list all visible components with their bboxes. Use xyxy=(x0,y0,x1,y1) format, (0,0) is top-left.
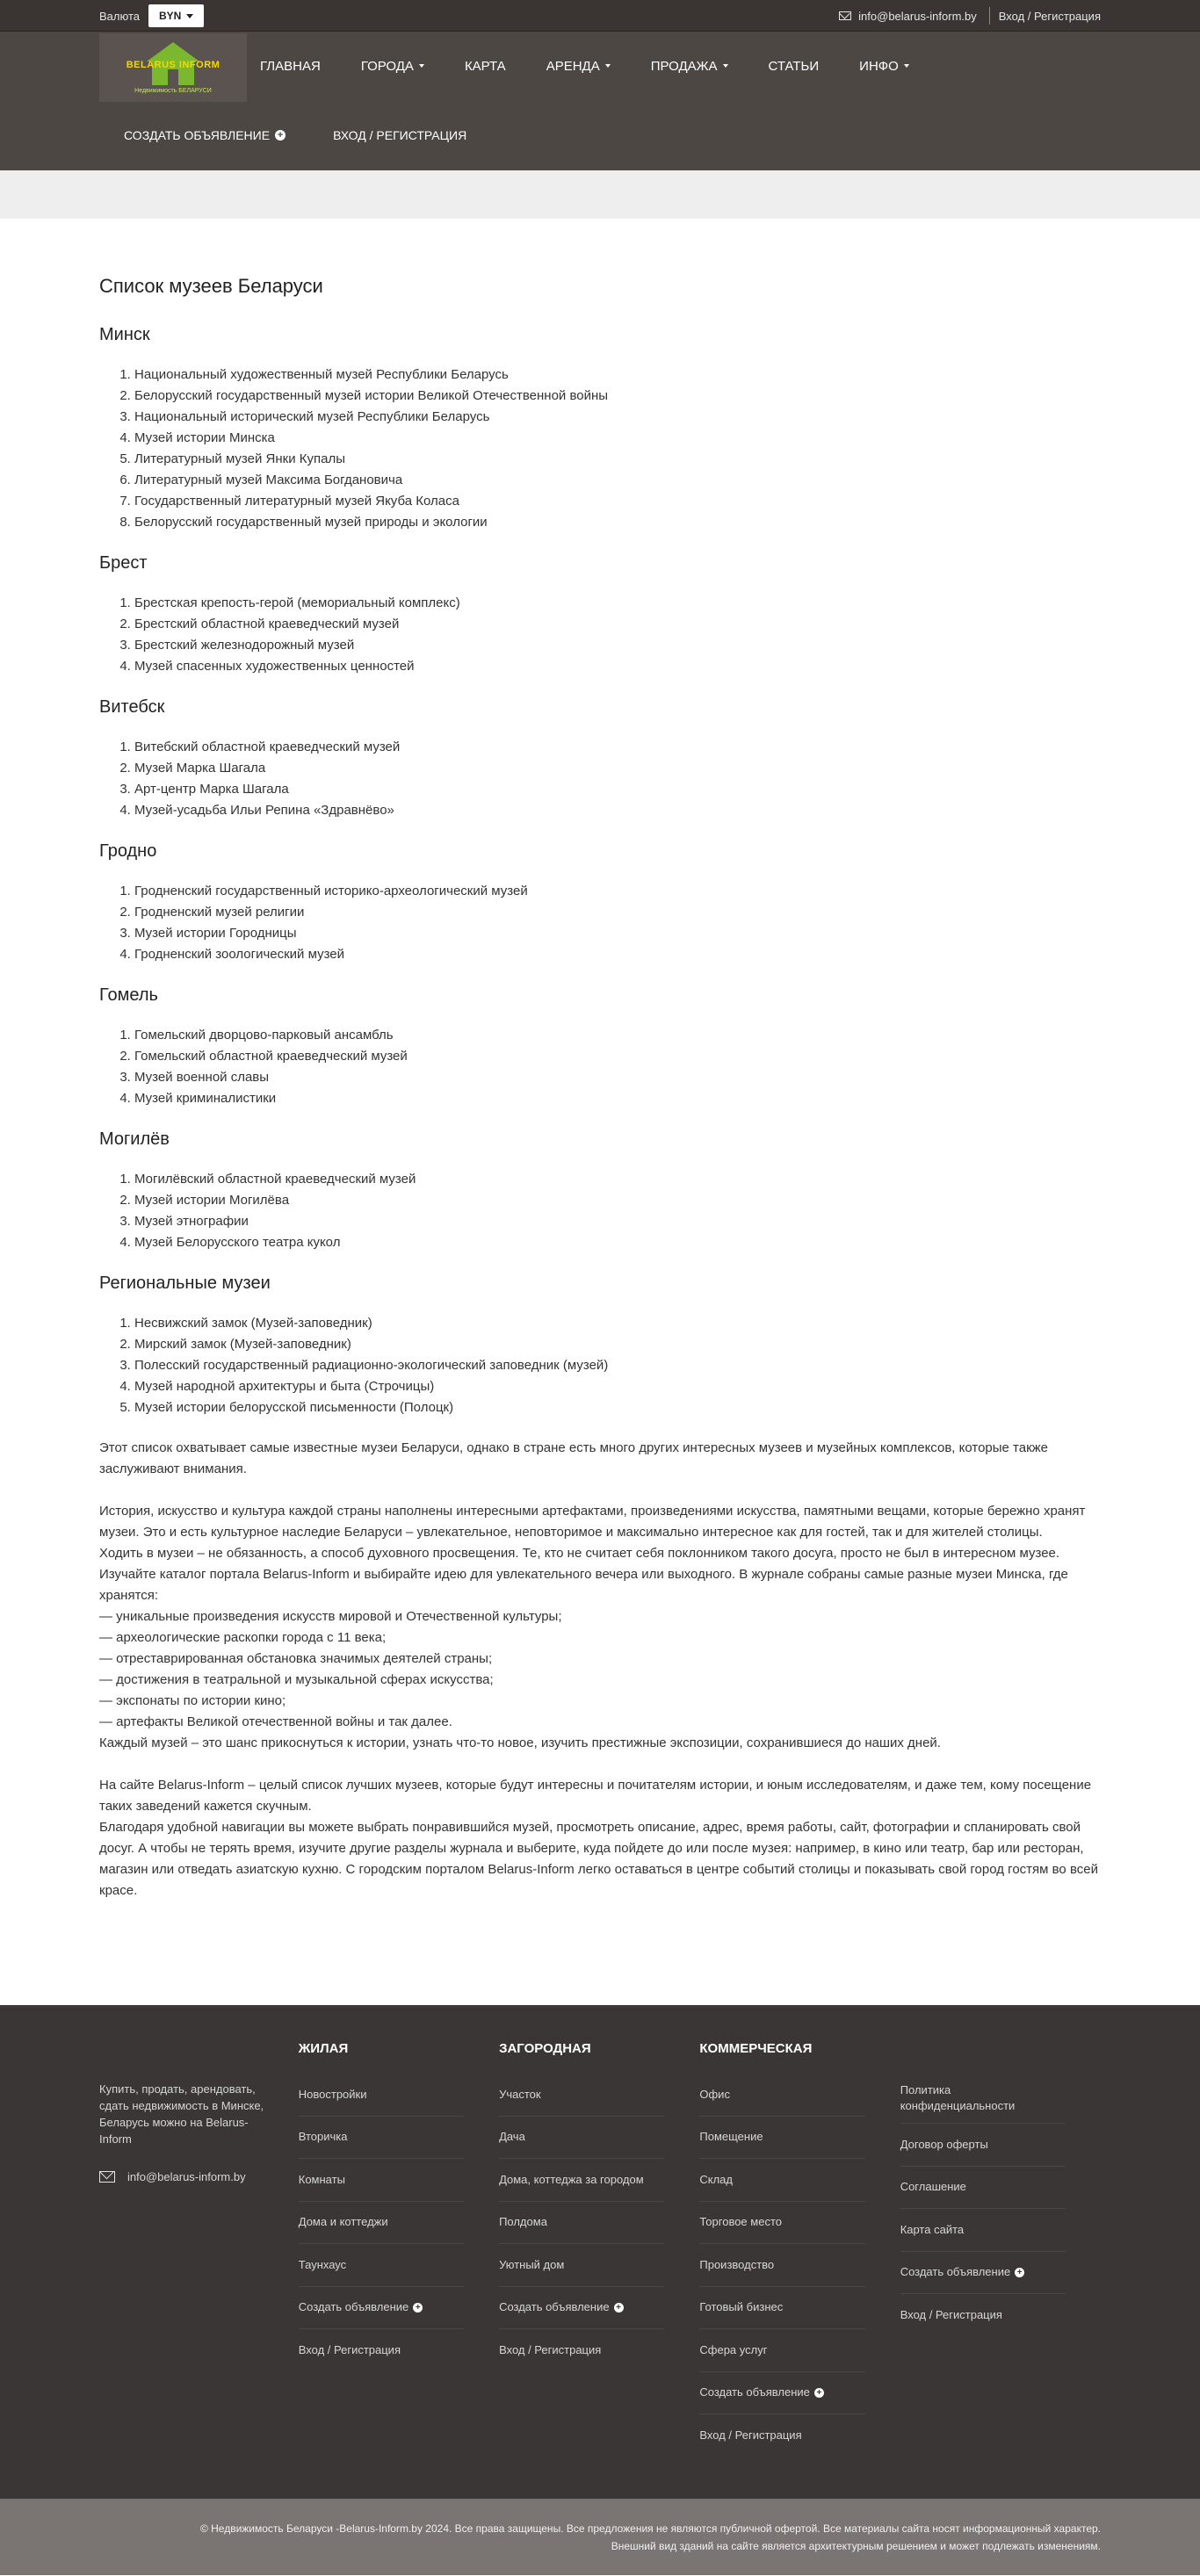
footer-link[interactable] xyxy=(699,2287,864,2330)
footer-link-label: Дача xyxy=(499,2130,525,2144)
top-email-link[interactable] xyxy=(839,7,990,25)
footer-link[interactable] xyxy=(699,2074,864,2117)
museum-item: 3. Национальный исторический музей Республики Беларусь xyxy=(134,407,1101,428)
museum-item: 2. Гомельский областной краеведческий музей xyxy=(134,1046,1101,1067)
create-ad-button[interactable] xyxy=(124,128,286,142)
museum-item: 4. Музей Белорусского театра кукол xyxy=(134,1232,1101,1253)
site-logo[interactable] xyxy=(99,33,247,102)
chevron-down-icon xyxy=(605,64,611,68)
footer-link-label: Склад xyxy=(699,2172,733,2186)
museum-item: 2. Мирский замок (Музей-заповедник) xyxy=(134,1334,1101,1355)
exhibit-item: — экспонаты по истории кино; xyxy=(99,1693,286,1708)
footer-column-title: ЗАГОРОДНАЯ xyxy=(499,2041,591,2056)
copyright-line-1: © Недвижимость Беларуси -Belarus-Inform.by 2024. Все права защищены. Все предложения не являются публичной офертой. Все материалы сайта носят информационный характер. xyxy=(199,2522,1101,2535)
chevron-down-icon xyxy=(186,14,193,18)
footer-link-label: Полдома xyxy=(499,2215,547,2229)
museum-item: 3. Музей истории Городницы xyxy=(134,923,1101,944)
nav-item-1[interactable] xyxy=(341,59,445,74)
visit-paragraph: Ходить в музеи – не обязанность, а способ духовного просвещения. Те, кто не считает себя поклонником такого досуга, просто не был в интересном музее. Изучайте каталог портала Belarus-Inform и выбирайте идею для увлекательного вечера или выходного. В журнале собраны самые разные музеи Минска, где хранятся: xyxy=(99,1546,1068,1603)
site-footer xyxy=(0,2005,1200,2499)
currency-label: Валюта xyxy=(99,9,140,23)
museum-item: 4. Музей криминалистики xyxy=(134,1088,1101,1109)
site-header xyxy=(0,32,1200,170)
logo-name: BELARUS INFORM xyxy=(126,60,220,70)
nav-item-label: ГОРОДА xyxy=(360,58,414,74)
footer-link-label: Таунхаус xyxy=(298,2257,347,2271)
exhibit-item: — уникальные произведения искусств мировой и Отечественной культуры; xyxy=(99,1609,562,1624)
nav-item-5[interactable] xyxy=(748,59,840,74)
top-email-text: info@belarus-inform.by xyxy=(858,9,977,23)
footer-link-label: Политика конфиденциальности xyxy=(900,2083,1016,2112)
footer-link-label: Дома и коттеджи xyxy=(298,2215,388,2229)
nav-item-label: ГЛАВНАЯ xyxy=(260,58,321,74)
museum-item: 1. Витебский областной краеведческий музей xyxy=(134,737,1101,758)
navigation-paragraph: Благодаря удобной навигации вы можете выбрать понравившийся музей, просмотреть описание, адрес, время работы, сайт, фотографии и спланировать свой досуг. А чтобы не терять время, изучите другие разделы журнала и выберите, куда пойдете до или после музея: например, в кино или театр, бар или ресторан, магазин или отведать азиатскую кухню. С городским порталом Belarus-Inform легко оставаться в центре событий столицы и показывать свой город гостям во всей красе. xyxy=(99,1820,1098,1898)
museum-item: 3. Музей военной славы xyxy=(134,1067,1101,1088)
footer-column-1 xyxy=(499,2040,699,2457)
breadcrumb-band xyxy=(0,170,1200,219)
exhibit-item: — отреставрированная обстановка значимых деятелей страны; xyxy=(99,1651,493,1666)
copyright-bar xyxy=(0,2499,1200,2575)
footer-link-label: Производство xyxy=(699,2257,775,2271)
footer-link-label: Вход / Регистрация xyxy=(499,2343,602,2357)
footer-link[interactable] xyxy=(299,2287,464,2330)
footer-column-info xyxy=(900,2040,1101,2457)
exhibit-item: — достижения в театральной и музыкальной сферах искусства; xyxy=(99,1672,494,1687)
footer-link[interactable] xyxy=(499,2074,664,2117)
footer-link[interactable] xyxy=(499,2287,664,2330)
footer-link-label: Сфера услуг xyxy=(699,2342,768,2356)
nav-item-3[interactable] xyxy=(526,59,631,74)
region-heading: Региональные музеи xyxy=(99,1274,271,1293)
footer-link-label: Торговое место xyxy=(699,2215,782,2229)
envelope-icon xyxy=(99,2171,115,2183)
region-heading: Минск xyxy=(99,325,150,344)
footer-link[interactable] xyxy=(900,2074,1066,2124)
plus-circle-icon: + xyxy=(413,2303,423,2313)
footer-link-label: Создать объявление xyxy=(699,2385,810,2399)
footer-link[interactable] xyxy=(299,2244,464,2287)
museum-list xyxy=(120,1169,1101,1253)
plus-circle-icon: + xyxy=(614,2303,624,2313)
museum-item: 1. Гомельский дворцово-парковый ансамбль xyxy=(134,1025,1101,1046)
footer-link-label: Соглашение xyxy=(900,2180,966,2194)
currency-value: BYN xyxy=(159,10,182,22)
footer-link-label: Новостройки xyxy=(298,2087,367,2101)
create-ad-label: СОЗДАТЬ ОБЪЯВЛЕНИЕ xyxy=(124,128,271,142)
history-paragraph: История, искусство и культура каждой страны наполнены интересными артефактами, произведениями искусства, памятными вещами, которые бережно хранят музеи. Это и есть культурное наследие Беларуси – увлекательное, неповторимое и максимально интересное как для гостей, так и для жителей столицы. xyxy=(99,1504,1086,1540)
footer-link[interactable] xyxy=(900,2252,1066,2295)
footer-link-label: Вторичка xyxy=(298,2130,348,2144)
footer-link-label: Помещение xyxy=(699,2130,763,2144)
nav-item-label: КАРТА xyxy=(464,58,506,74)
museum-item: 4. Музей-усадьба Ильи Репина «Здравнёво» xyxy=(134,800,1101,821)
plus-circle-icon: + xyxy=(814,2388,824,2398)
site-paragraph: На сайте Belarus-Inform – целый список лучших музеев, которые будут интересны и почитателям истории, и юным исследователям, и даже тем, кому посещение таких заведений кажется скучным. xyxy=(99,1778,1092,1814)
museum-item: 4. Музей народной архитектуры и быта (Строчицы) xyxy=(134,1376,1101,1397)
museum-item: 1. Национальный художественный музей Республики Беларусь xyxy=(134,364,1101,386)
plus-circle-icon: + xyxy=(1015,2268,1024,2277)
footer-link-label: Вход / Регистрация xyxy=(699,2428,802,2443)
exhibit-item: — археологические раскопки города с 11 века; xyxy=(99,1630,387,1645)
region-heading: Гомель xyxy=(99,985,158,1005)
footer-column-title: ЖИЛАЯ xyxy=(298,2041,349,2056)
museum-item: 4. Музей истории Минска xyxy=(134,428,1101,449)
museum-item: 7. Государственный литературный музей Якуба Коласа xyxy=(134,491,1101,512)
museum-list xyxy=(120,1025,1101,1109)
footer-link-label: Вход / Регистрация xyxy=(298,2343,401,2357)
chevron-down-icon xyxy=(723,64,728,68)
footer-link[interactable] xyxy=(699,2159,864,2202)
footer-link-label: Создать объявление xyxy=(900,2265,1011,2279)
museum-item: 2. Музей Марка Шагала xyxy=(134,758,1101,779)
footer-link[interactable] xyxy=(699,2244,864,2287)
main-nav xyxy=(240,32,929,100)
footer-link[interactable] xyxy=(499,2244,664,2287)
footer-link-label: Офис xyxy=(699,2087,730,2101)
museum-item: 5. Литературный музей Янки Купалы xyxy=(134,449,1101,470)
museum-item: 1. Брестская крепость-герой (мемориальный комплекс) xyxy=(134,593,1101,614)
footer-email-text: info@belarus-inform.by xyxy=(127,2170,246,2183)
footer-link[interactable] xyxy=(299,2117,464,2160)
footer-link-label: Дома, коттеджа за городом xyxy=(499,2172,644,2186)
museum-item: 2. Гродненский музей религии xyxy=(134,902,1101,923)
museum-list xyxy=(120,593,1101,677)
nav-item-0[interactable] xyxy=(240,59,341,74)
footer-column-2 xyxy=(699,2040,900,2457)
copyright-line-2: Внешний вид зданий на сайте является архитектурным решением и может подлежать изменениям. xyxy=(611,2540,1101,2552)
page-title: Список музеев Беларуси xyxy=(99,275,323,297)
secondary-nav xyxy=(124,100,466,170)
nav-item-2[interactable] xyxy=(445,59,526,74)
nav-item-6[interactable] xyxy=(839,59,929,74)
envelope-icon xyxy=(839,11,851,20)
footer-link-label: Участок xyxy=(499,2087,541,2101)
footer-link[interactable] xyxy=(699,2329,864,2372)
nav-item-label: ИНФО xyxy=(859,58,899,74)
footer-link[interactable] xyxy=(900,2294,1066,2337)
nav-item-label: ПРОДАЖА xyxy=(650,58,718,74)
footer-column-0 xyxy=(299,2040,499,2457)
footer-link[interactable] xyxy=(499,2329,664,2372)
footer-link[interactable] xyxy=(499,2159,664,2202)
footer-link-label: Готовый бизнес xyxy=(699,2300,784,2314)
footer-about xyxy=(99,2040,299,2457)
footer-description: Купить, продать, арендовать, сдать недвижимость в Минске, Беларусь можно на Belarus-Inform xyxy=(99,2082,264,2146)
region-heading: Могилёв xyxy=(99,1129,170,1149)
chance-paragraph: Каждый музей – это шанс прикоснуться к истории, узнать что-то новое, изучить престижные экспозиции, сохранившиеся до наших дней. xyxy=(99,1735,941,1750)
logo-subtitle: Недвижимость БЕЛАРУСИ xyxy=(134,87,212,94)
article-content xyxy=(99,219,1101,2005)
museum-item: 1. Гродненский государственный историко-археологический музей xyxy=(134,881,1101,902)
footer-link[interactable] xyxy=(699,2414,864,2457)
museum-item: 3. Брестский железнодорожный музей xyxy=(134,635,1101,656)
museum-item: 4. Музей спасенных художественных ценностей xyxy=(134,656,1101,677)
footer-link-label: Создать объявление xyxy=(499,2300,610,2314)
nav-item-label: СТАТЬИ xyxy=(768,58,820,74)
museum-list xyxy=(120,881,1101,965)
museum-item: 2. Белорусский государственный музей истории Великой Отечественной войны xyxy=(134,386,1101,407)
top-bar xyxy=(0,0,1200,32)
top-login-link[interactable]: Вход / Регистрация xyxy=(998,9,1101,23)
region-heading: Витебск xyxy=(99,697,165,717)
footer-link[interactable] xyxy=(699,2202,864,2245)
museum-item: 3. Полесский государственный радиационно-экологический заповедник (музей) xyxy=(134,1355,1101,1376)
museum-item: 1. Несвижский замок (Музей-заповедник) xyxy=(134,1313,1101,1334)
exhibit-item: — артефакты Великой отечественной войны и так далее. xyxy=(99,1714,452,1729)
footer-link[interactable] xyxy=(699,2372,864,2415)
museum-list xyxy=(120,1313,1101,1418)
footer-link-label: Уютный дом xyxy=(499,2257,565,2271)
summary-paragraph: Этот список охватывает самые известные музеи Беларуси, однако в стране есть много других интересных музеев и музейных комплексов, которые также заслуживают внимания. xyxy=(99,1440,1049,1476)
footer-link[interactable] xyxy=(900,2209,1066,2252)
footer-link[interactable] xyxy=(299,2159,464,2202)
login-register-label: ВХОД / РЕГИСТРАЦИЯ xyxy=(333,128,467,142)
museum-item: 1. Могилёвский областной краеведческий музей xyxy=(134,1169,1101,1190)
museum-list xyxy=(120,364,1101,533)
currency-select[interactable] xyxy=(148,4,204,27)
museum-item: 2. Брестский областной краеведческий музей xyxy=(134,614,1101,635)
footer-link[interactable] xyxy=(299,2074,464,2117)
chevron-down-icon xyxy=(419,64,424,68)
museum-item: 4. Гродненский зоологический музей xyxy=(134,944,1101,965)
region-heading: Брест xyxy=(99,553,148,573)
footer-link[interactable] xyxy=(499,2202,664,2245)
museum-sections xyxy=(99,324,1101,1418)
login-register-button[interactable] xyxy=(333,128,466,142)
footer-link-label: Договор оферты xyxy=(900,2137,988,2151)
footer-email-link[interactable] xyxy=(99,2168,299,2185)
museum-item: 8. Белорусский государственный музей природы и экологии xyxy=(134,512,1101,533)
museum-item: 2. Музей истории Могилёва xyxy=(134,1190,1101,1211)
nav-item-4[interactable] xyxy=(631,59,748,74)
museum-item: 3. Арт-центр Марка Шагала xyxy=(134,779,1101,800)
museum-item: 3. Музей этнографии xyxy=(134,1211,1101,1232)
footer-link[interactable] xyxy=(699,2117,864,2160)
footer-link[interactable] xyxy=(299,2329,464,2372)
footer-link[interactable] xyxy=(900,2124,1066,2167)
footer-link-label: Карта сайта xyxy=(900,2222,965,2236)
museum-item: 5. Музей истории белорусской письменности (Полоцк) xyxy=(134,1397,1101,1418)
plus-circle-icon: + xyxy=(275,130,286,141)
chevron-down-icon xyxy=(904,64,909,68)
exhibit-list xyxy=(99,1606,1101,1733)
footer-link[interactable] xyxy=(299,2202,464,2245)
footer-link-label: Вход / Регистрация xyxy=(900,2308,1002,2322)
footer-link-label: Создать объявление xyxy=(298,2300,409,2314)
footer-link[interactable] xyxy=(499,2117,664,2160)
region-heading: Гродно xyxy=(99,841,157,861)
footer-column-title: КОММЕРЧЕСКАЯ xyxy=(699,2041,813,2056)
nav-item-label: АРЕНДА xyxy=(546,58,600,74)
museum-list xyxy=(120,737,1101,821)
footer-link-label: Комнаты xyxy=(298,2172,345,2186)
footer-link[interactable] xyxy=(900,2167,1066,2210)
museum-item: 6. Литературный музей Максима Богдановича xyxy=(134,470,1101,491)
